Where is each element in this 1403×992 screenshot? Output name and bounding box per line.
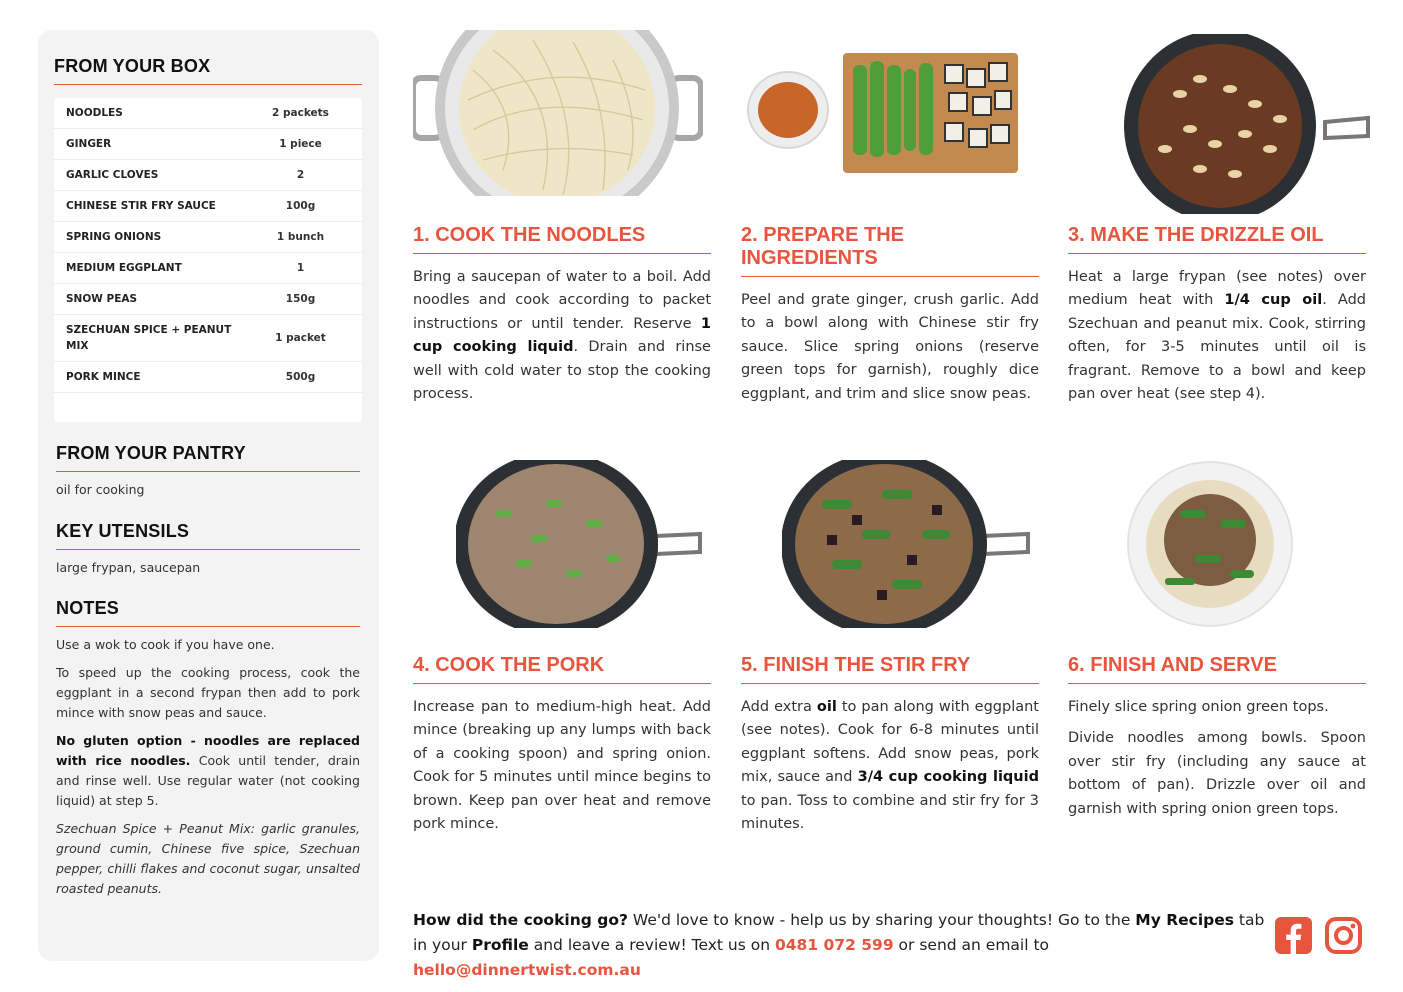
ingredient-qty: 150g bbox=[285, 293, 316, 305]
utensils-heading: KEY UTENSILS bbox=[56, 521, 190, 541]
note-text: To speed up the cooking process, cook the eggplant in a second frypan then add to pork mince with snow peas and sauce. bbox=[56, 665, 360, 720]
utensils-section bbox=[56, 521, 360, 578]
heading-divider bbox=[56, 471, 360, 472]
from-your-box-heading: FROM YOUR BOX bbox=[54, 56, 211, 76]
note-text bbox=[56, 731, 360, 811]
step-divider bbox=[1068, 253, 1366, 254]
ingredients-sidebar bbox=[38, 30, 379, 961]
note-mix-ingredients: Szechuan Spice + Peanut Mix: garlic granules, ground cumin, Chinese five spice, Szechuan pepper, chilli flakes and coconut sugar, unsalted roasted peanuts. bbox=[56, 821, 360, 896]
ingredient-row bbox=[54, 222, 362, 253]
instagram-icon[interactable] bbox=[1325, 917, 1362, 954]
step-paragraph: Finely slice spring onion green tops. bbox=[1068, 699, 1329, 715]
my-recipes-label: My Recipes bbox=[1135, 911, 1234, 929]
step-title: 3. MAKE THE DRIZZLE OIL bbox=[1068, 224, 1324, 246]
step-divider bbox=[741, 276, 1039, 277]
notes-heading: NOTES bbox=[56, 598, 120, 618]
notes-section bbox=[56, 598, 360, 907]
ingredient-name: SNOW PEAS bbox=[66, 293, 138, 305]
ingredient-qty: 1 bbox=[296, 262, 305, 274]
ingredient-qty: 2 bbox=[296, 169, 305, 181]
pantry-section bbox=[56, 443, 360, 500]
step-instructions: Add extra oil to pan along with eggplant (see notes). Cook for 6-8 minutes until eggplant softens. Add snow peas, pork mix, sauce and 3/4 cup cooking liquid to pan. Toss to combine and stir fry for 3 minutes. bbox=[741, 699, 1039, 833]
step-instructions: Peel and grate ginger, crush garlic. Add to a bowl along with Chinese stir fry sauce. Slice spring onions (reserve green tops for garnish), roughly dice eggplant, and trim and slice snow peas. bbox=[741, 292, 1039, 402]
stir-fry-pan-image bbox=[782, 460, 1030, 628]
pantry-text: oil for cooking bbox=[56, 482, 145, 497]
step-title: 2. PREPARE THE INGREDIENTS bbox=[741, 224, 904, 269]
step-instructions: Increase pan to medium-high heat. Add mince (breaking up any lumps with back of a cooking spoon) and spring onion. Cook for 5 minutes until mince begins to brown. Keep pan over heat and remove pork mince. bbox=[413, 699, 711, 833]
step-5 bbox=[741, 654, 1039, 836]
step-title: 6. FINISH AND SERVE bbox=[1068, 654, 1277, 676]
footer-question: How did the cooking go? bbox=[413, 911, 628, 929]
ingredient-row bbox=[54, 129, 362, 160]
step-4 bbox=[413, 654, 711, 836]
feedback-footer: How did the cooking go? We'd love to know - help us by sharing your thoughts! Go to the My Recipes tab in your Profile and leave a review! Text us on 0481 072 599 or send an email to hello@dinnertwist.com.au bbox=[413, 911, 1265, 979]
noodles-colander-image bbox=[413, 30, 703, 198]
step-title: 5. FINISH THE STIR FRY bbox=[741, 654, 971, 676]
ingredient-name: MEDIUM EGGPLANT bbox=[66, 262, 182, 274]
facebook-icon[interactable] bbox=[1275, 917, 1312, 954]
ingredient-qty: 1 packet bbox=[275, 332, 326, 344]
ingredient-name: CHINESE STIR FRY SAUCE bbox=[66, 200, 216, 212]
served-bowl-image bbox=[1125, 460, 1295, 628]
ingredient-name: NOODLES bbox=[66, 107, 123, 119]
ingredient-name: SZECHUAN SPICE + PEANUT MIX bbox=[66, 324, 232, 352]
ingredient-qty: 500g bbox=[285, 371, 316, 383]
ingredient-name: SPRING ONIONS bbox=[66, 231, 162, 243]
ingredient-row bbox=[54, 191, 362, 222]
step-divider bbox=[413, 683, 711, 684]
step-instructions bbox=[1068, 696, 1366, 821]
heading-divider bbox=[54, 84, 362, 85]
ingredient-row bbox=[54, 284, 362, 315]
step-divider bbox=[413, 253, 711, 254]
step-3 bbox=[1068, 224, 1366, 406]
step-instructions: Heat a large frypan (see notes) over medium heat with 1/4 cup oil. Add Szechuan and peanut mix. Cook, stirring often, for 3-5 minutes until oil is fragrant. Remove to a bowl and keep pan over heat (see step 4). bbox=[1068, 269, 1366, 403]
ingredient-qty: 2 packets bbox=[272, 107, 329, 119]
step-paragraph: Divide noodles among bowls. Spoon over stir fry (including any sauce at bottom of pan). Drizzle over oil and garnish with spring onion green tops. bbox=[1068, 730, 1366, 817]
heading-divider bbox=[56, 626, 360, 627]
ingredient-row bbox=[54, 362, 362, 393]
ingredient-name: PORK MINCE bbox=[66, 371, 141, 383]
profile-label: Profile bbox=[471, 936, 529, 954]
ingredients-table bbox=[54, 98, 362, 422]
step-6 bbox=[1068, 654, 1366, 829]
ingredient-row bbox=[54, 253, 362, 284]
pork-mince-pan-image bbox=[456, 460, 702, 628]
heading-divider bbox=[56, 549, 360, 550]
ingredient-row bbox=[54, 160, 362, 191]
step-divider bbox=[1068, 683, 1366, 684]
from-your-box-section bbox=[54, 56, 362, 85]
ingredient-name: GINGER bbox=[66, 138, 112, 150]
ingredient-qty: 1 piece bbox=[279, 138, 322, 150]
drizzle-oil-pan-image bbox=[1120, 34, 1372, 214]
step-1 bbox=[413, 224, 711, 406]
step-title: 1. COOK THE NOODLES bbox=[413, 224, 646, 246]
note-bold: No gluten option - noodles are replaced with rice noodles. bbox=[56, 733, 360, 768]
prepared-ingredients-image bbox=[745, 45, 1020, 175]
step-divider bbox=[741, 683, 1039, 684]
utensils-text: large frypan, saucepan bbox=[56, 560, 201, 575]
ingredient-qty: 1 bunch bbox=[276, 231, 325, 243]
step-title: 4. COOK THE PORK bbox=[413, 654, 605, 676]
pantry-heading: FROM YOUR PANTRY bbox=[56, 443, 246, 463]
ingredient-row bbox=[54, 315, 362, 362]
note-rest: Cook until tender, drain and rinse well. Use regular water (not cooking liquid) at step 5. bbox=[56, 753, 360, 808]
ingredient-qty: 100g bbox=[285, 200, 316, 212]
ingredient-name: GARLIC CLOVES bbox=[66, 169, 159, 181]
step-instructions: Bring a saucepan of water to a boil. Add noodles and cook according to packet instructions or until tender. Reserve 1 cup cooking liquid. Drain and rinse well with cold water to stop the cooking process. bbox=[413, 269, 711, 403]
ingredient-row bbox=[54, 98, 362, 129]
email-link[interactable]: hello@dinnertwist.com.au bbox=[413, 961, 641, 979]
step-2 bbox=[741, 224, 1039, 406]
phone-link[interactable]: 0481 072 599 bbox=[774, 936, 894, 954]
note-text: Use a wok to cook if you have one. bbox=[56, 637, 275, 652]
